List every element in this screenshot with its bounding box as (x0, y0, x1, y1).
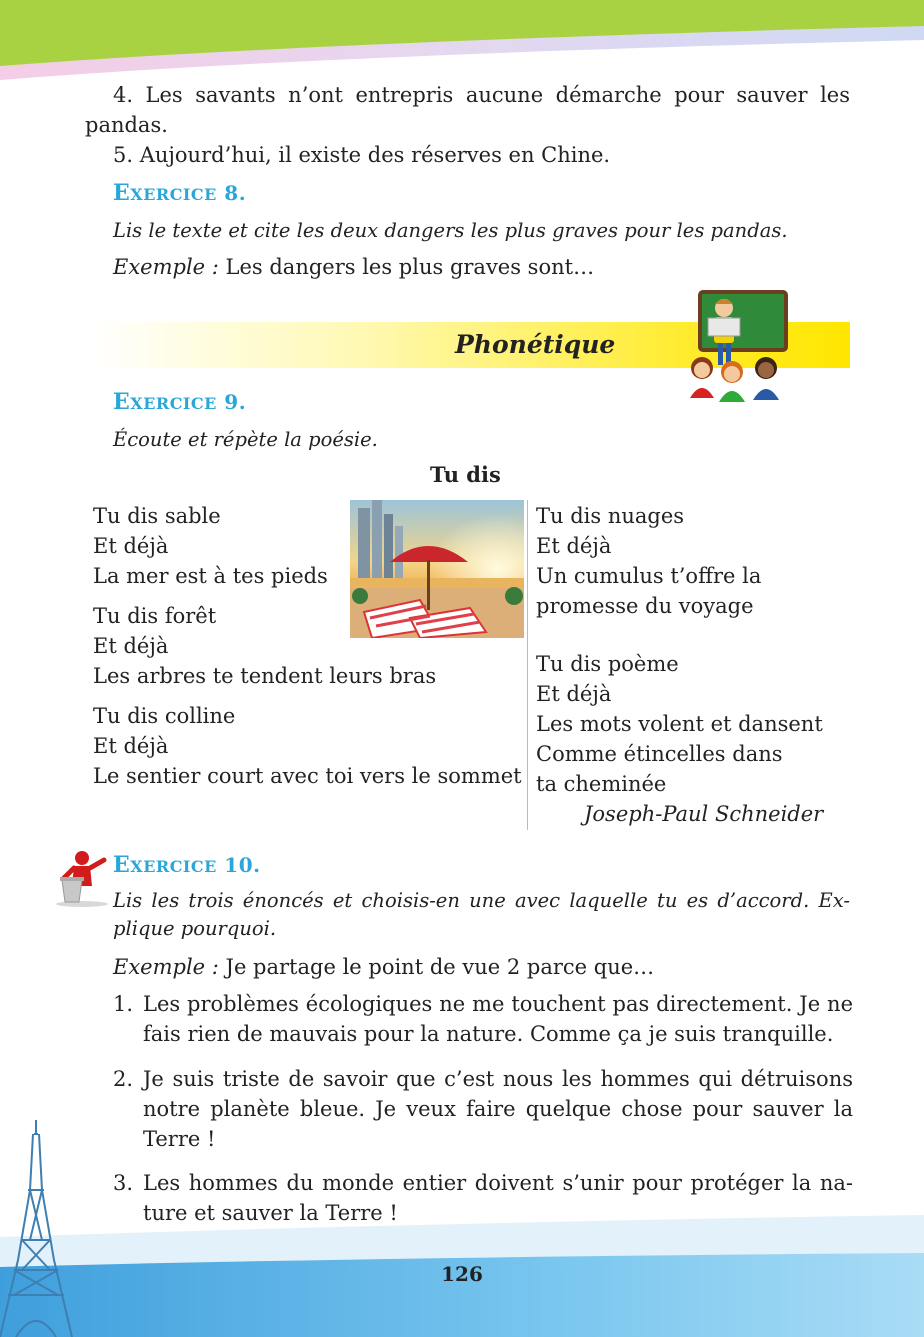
speaker-at-podium-icon (52, 850, 110, 908)
poem-line: Tu dis colline (93, 704, 236, 728)
exercise-8-instruction: Lis le texte et cite les deux dangers les plus graves pour les pandas. (113, 219, 788, 242)
exercise-8-title-word: XERCICE (130, 185, 217, 204)
poem-stanza (93, 701, 522, 791)
list-item-line: Les problèmes écologiques ne me touchent pas directement. Je ne (143, 992, 853, 1016)
poem-line: La mer est à tes pieds (93, 564, 328, 588)
example-text: Les dangers les plus graves sont… (218, 255, 595, 279)
poem-line: Un cumulus t’offre la (536, 564, 762, 588)
list-item-line: fais rien de mauvais pour la nature. Comme ça je suis tranquille. (143, 1022, 834, 1046)
exercise-10-title (113, 852, 261, 878)
exercise-10-title-number: 10. (216, 853, 261, 877)
poem-author: Joseph-Paul Schneider (584, 802, 824, 826)
list-item-text (143, 989, 853, 1049)
poem-line: Les arbres te tendent leurs bras (93, 664, 437, 688)
list-item (113, 989, 853, 1049)
item-5: 5. Aujourd’hui, il existe des réserves en Chine. (113, 143, 611, 167)
list-item (113, 1064, 853, 1154)
exercise-9-instruction: Écoute et répète la poésie. (113, 428, 378, 451)
poem-line: Tu dis nuages (536, 504, 685, 528)
exercise-10-example (113, 952, 654, 982)
poem-right-column (536, 501, 823, 829)
poem-line: Tu dis forêt (93, 604, 217, 628)
phonetique-title: Phonétique (455, 330, 616, 359)
poem-line: Et déjà (536, 534, 612, 558)
item-4-line-1: 4. Les savants n’ont entrepris aucune démarche pour sauver les (113, 83, 850, 107)
page-number: 126 (441, 1262, 483, 1286)
poem-line: Tu dis sable (93, 504, 221, 528)
exercise-8-title-number: 8. (216, 181, 247, 205)
poem-line: Les mots volent et dansent (536, 712, 823, 736)
poem-line: promesse du voyage (536, 594, 754, 618)
poem-stanza (536, 649, 823, 799)
poem-title: Tu dis (430, 462, 501, 487)
poem-line: Le sentier court avec toi vers le sommet (93, 764, 522, 788)
exercise-8-title (113, 180, 246, 206)
list-item-line: Terre ! (143, 1127, 216, 1151)
poem-line: ta cheminée (536, 772, 667, 796)
example-text: Je partage le point de vue 2 parce que… (218, 955, 655, 979)
list-item-line: notre planète bleue. Je veux faire quelque chose pour sauver la (143, 1097, 853, 1121)
list-item-number: 3. (113, 1171, 134, 1195)
list-item-line: ture et sauver la Terre ! (143, 1201, 398, 1225)
top-decorative-band (0, 0, 924, 80)
exercise-10-instruction-line-2: plique pourquoi. (113, 917, 277, 940)
list-item-number: 2. (113, 1067, 134, 1091)
poem-line: Comme étincelles dans (536, 742, 783, 766)
classroom-illustration (682, 288, 792, 406)
list-item-text (143, 1064, 853, 1154)
exercise-9-title (113, 389, 246, 415)
list-item-line: Les hommes du monde entier doivent s’unir pour protéger la na- (143, 1171, 853, 1195)
exercise-10-title-word: XERCICE (130, 857, 217, 876)
eiffel-tower-icon (0, 1120, 80, 1337)
exercise-10-title-initial: E (113, 852, 131, 878)
exercise-9-title-word: XERCICE (130, 394, 217, 413)
poem-line: Et déjà (536, 682, 612, 706)
example-label: Exemple : (113, 955, 219, 979)
poem-column-divider (527, 500, 528, 830)
exercise-8-title-initial: E (113, 180, 131, 206)
poem-line: Et déjà (93, 734, 169, 758)
poem-line: Et déjà (93, 534, 169, 558)
poem-stanza (536, 501, 823, 621)
beach-photo (350, 500, 524, 638)
example-label: Exemple : (113, 255, 219, 279)
item-4-line-2: pandas. (85, 113, 168, 137)
poem-line: Et déjà (93, 634, 169, 658)
list-item-number: 1. (113, 992, 134, 1016)
exercise-8-example (113, 252, 594, 282)
list-item-line: Je suis triste de savoir que c’est nous les hommes qui détruisons (143, 1067, 853, 1091)
exercise-9-title-initial: E (113, 389, 131, 415)
poem-line: Tu dis poème (536, 652, 679, 676)
exercise-9-title-number: 9. (216, 390, 247, 414)
exercise-10-instruction-line-1: Lis les trois énoncés et choisis-en une avec laquelle tu es d’accord. Ex- (113, 889, 850, 912)
